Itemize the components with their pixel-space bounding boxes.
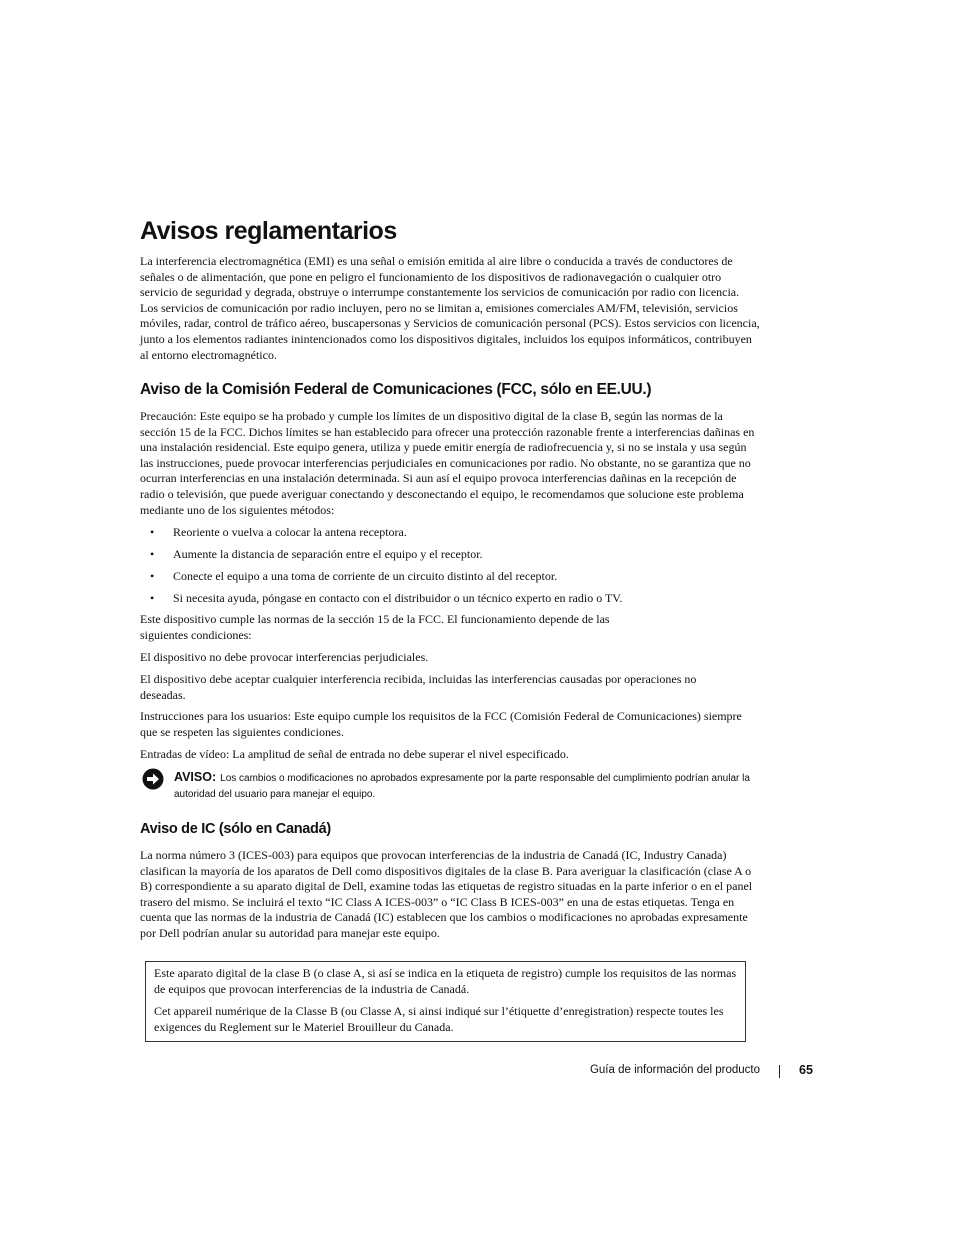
fcc-accept-paragraph: El dispositivo debe aceptar cualquier interferencia recibida, incluidas las interferencias causadas por operaciones no deseadas. [140,672,697,702]
footer-title: Guía de información del producto [589,1064,760,1076]
list-item-text: Aumente la distancia de separación entre el equipo y el receptor. [173,547,483,561]
fcc-instructions-paragraph: Instrucciones para los usuarios: Este equipo cumple los requisitos de la FCC (Comisión Federal de Comunicaciones) siempre que se respeten las siguientes condiciones. [140,709,742,739]
page-number: 65 [799,1063,813,1077]
ic-box-french: Cet appareil numérique de la Classe B (ou Classe A, si ainsi indiqué sur l’étiquette d’enregistration) respecte toutes les exigences du Reglement sur le Materiel Brouilleur du Canada. [154,1004,724,1034]
fcc-methods-list [140,525,760,613]
list-item-text: Reoriente o vuelva a colocar la antena receptora. [173,525,407,539]
list-item [140,591,760,613]
page-title: Avisos reglamentarios [140,217,397,245]
notice-arrow-icon [142,768,164,790]
footer-divider [779,1065,780,1078]
ic-compliance-box [145,961,746,1042]
list-item [140,547,760,569]
notice-text [174,770,764,802]
notice-body: Los cambios o modificaciones no aprobados expresamente por la parte responsable del cumplimiento podrían anular la autoridad del usuario para manejar el equipo. [174,773,750,800]
ic-heading: Aviso de IC (sólo en Canadá) [140,821,331,837]
fcc-heading: Aviso de la Comisión Federal de Comunicaciones (FCC, sólo en EE.UU.) [140,381,652,398]
page-footer [0,1061,954,1081]
bullet-icon: • [150,591,155,605]
bullet-icon: • [150,547,155,561]
list-item-text: Conecte el equipo a una toma de corriente de un circuito distinto al del receptor. [173,569,558,583]
fcc-complies-paragraph: Este dispositivo cumple las normas de la sección 15 de la FCC. El funcionamiento depende de las siguientes condiciones: [140,612,610,642]
list-item [140,525,760,547]
notice-label: AVISO: [174,770,217,784]
ic-paragraph: La norma número 3 (ICES-003) para equipos que provocan interferencias de la industria de Canadá (IC, Industry Canada) clasifican la mayoría de los aparatos de Dell como dispositivos digitales de la clase B. Para averiguar la clasificación (clase A o B) correspondiente a su aparato digital de Dell, examine todas las etiquetas de registro situadas en la parte inferior o en el panel trasero del mismo. Se incluirá el texto “IC Class A ICES-003” o “IC Class B ICES-003” en una de estas etiquetas. Tenga en cuenta que las normas de la industria de Canadá (IC) establecen que los cambios o modificaciones no aprobadas expresamente por Dell podrían anular su autoridad para manejar este equipo. [140,848,753,940]
bullet-icon: • [150,525,155,539]
bullet-icon: • [150,569,155,583]
intro-paragraph: La interferencia electromagnética (EMI) es una señal o emisión emitida al aire libre o conducida a través de conductores de señales o de alimentación, que pone en peligro el funcionamiento de los dispositivos de radionavegación o cualquier otro servicio de seguridad y degrada, obstruye o interrumpe constantemente los servicios de comunicación por radio con licencia. Los servicios de comunicación por radio incluyen, pero no se limitan a, emisiones comerciales AM/FM, televisión, servicios móviles, radar, control de tráfico aéreo, buscapersonas y Servicios de comunicación personal (PCS). Estos servicios con licencia, junto a los elementos radiantes inintencionados como los dispositivos digitales, incluidos los equipos informáticos, contribuyen al entorno electromagnético. [140,254,760,362]
fcc-no-interference-paragraph: El dispositivo no debe provocar interferencias perjudiciales. [140,650,429,664]
list-item [140,569,760,591]
fcc-video-paragraph: Entradas de vídeo: La amplitud de señal de entrada no debe superar el nivel especificado. [140,747,569,761]
list-item-text: Si necesita ayuda, póngase en contacto con el distribuidor o un técnico experto en radio o TV. [173,591,623,605]
ic-box-spanish: Este aparato digital de la clase B (o clase A, si así se indica en la etiqueta de registro) cumple los requisitos de las normas de equipos que provocan interferencias de la industria de Canadá. [154,966,737,996]
fcc-caution-paragraph: Precaución: Este equipo se ha probado y cumple los límites de un dispositivo digital de la clase B, según las normas de la sección 15 de la FCC. Dichos límites se han establecido para ofrecer una protección razonable frente a interferencias dañinas en una instalación residencial. Este equipo genera, utiliza y puede emitir energía de radiofrecuencia y, si no se instala y usa según las instrucciones, puede provocar interferencias perjudiciales en comunicaciones por radio. No obstante, no se garantiza que no ocurran interferencias en una instalación determinada. Si aun así el equipo provoca interferencias dañinas en la recepción de radio o televisión, que puede averiguar conectando y desconectando el equipo, le recomendamos que solucione este problema mediante uno de los siguientes métodos: [140,409,755,517]
